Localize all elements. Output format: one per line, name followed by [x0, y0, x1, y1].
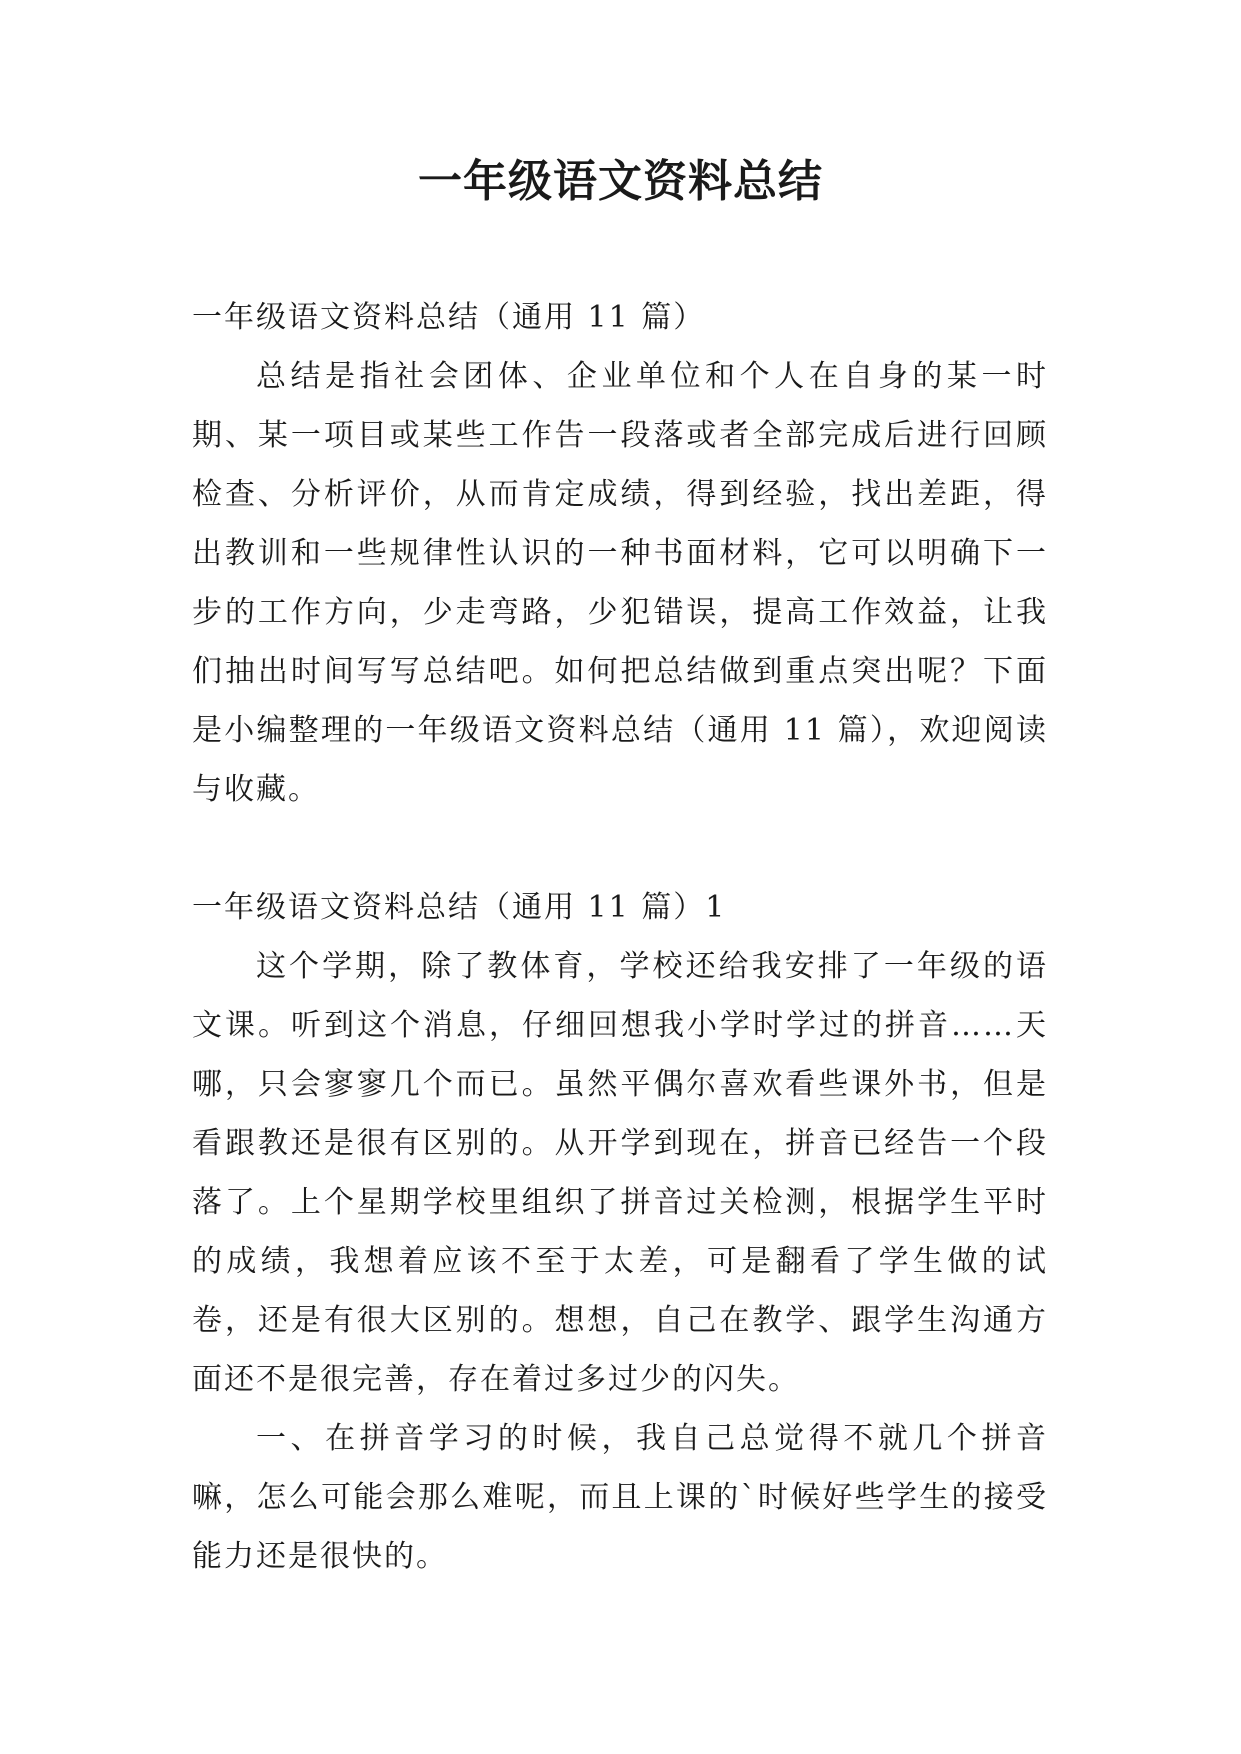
document-title: 一年级语文资料总结 [418, 156, 823, 207]
section-spacer [192, 819, 1048, 878]
section-1-heading: 一年级语文资料总结（通用 11 篇）1 [192, 890, 727, 925]
document-body [192, 288, 1048, 1586]
section-1-paragraph-2: 一、在拼音学习的时候，我自己总觉得不就几个拼音嘛，怎么可能会那么难呢，而且上课的`时候好些学生的接受能力还是很快的。 [192, 1421, 1048, 1574]
intro-heading: 一年级语文资料总结（通用 11 篇） [192, 300, 706, 335]
intro-paragraph: 总结是指社会团体、企业单位和个人在自身的某一时期、某一项目或某些工作告一段落或者全部完成后进行回顾检查、分析评价，从而肯定成绩，得到经验，找出差距，得出教训和一些规律性认识的一种书面材料，它可以明确下一步的工作方向，少走弯路，少犯错误，提高工作效益，让我们抽出时间写写总结吧。如何把总结做到重点突出呢？下面是小编整理的一年级语文资料总结（通用 11 篇），欢迎阅读与收藏。 [192, 359, 1048, 807]
section-1-paragraph-1: 这个学期，除了教体育，学校还给我安排了一年级的语文课。听到这个消息，仔细回想我小学时学过的拼音……天哪，只会寥寥几个而已。虽然平偶尔喜欢看些课外书，但是看跟教还是很有区别的。从开学到现在，拼音已经告一个段落了。上个星期学校里组织了拼音过关检测，根据学生平时的成绩，我想着应该不至于太差，可是翻看了学生做的试卷，还是有很大区别的。想想，自己在教学、跟学生沟通方面还不是很完善，存在着过多过少的闪失。 [192, 949, 1048, 1397]
